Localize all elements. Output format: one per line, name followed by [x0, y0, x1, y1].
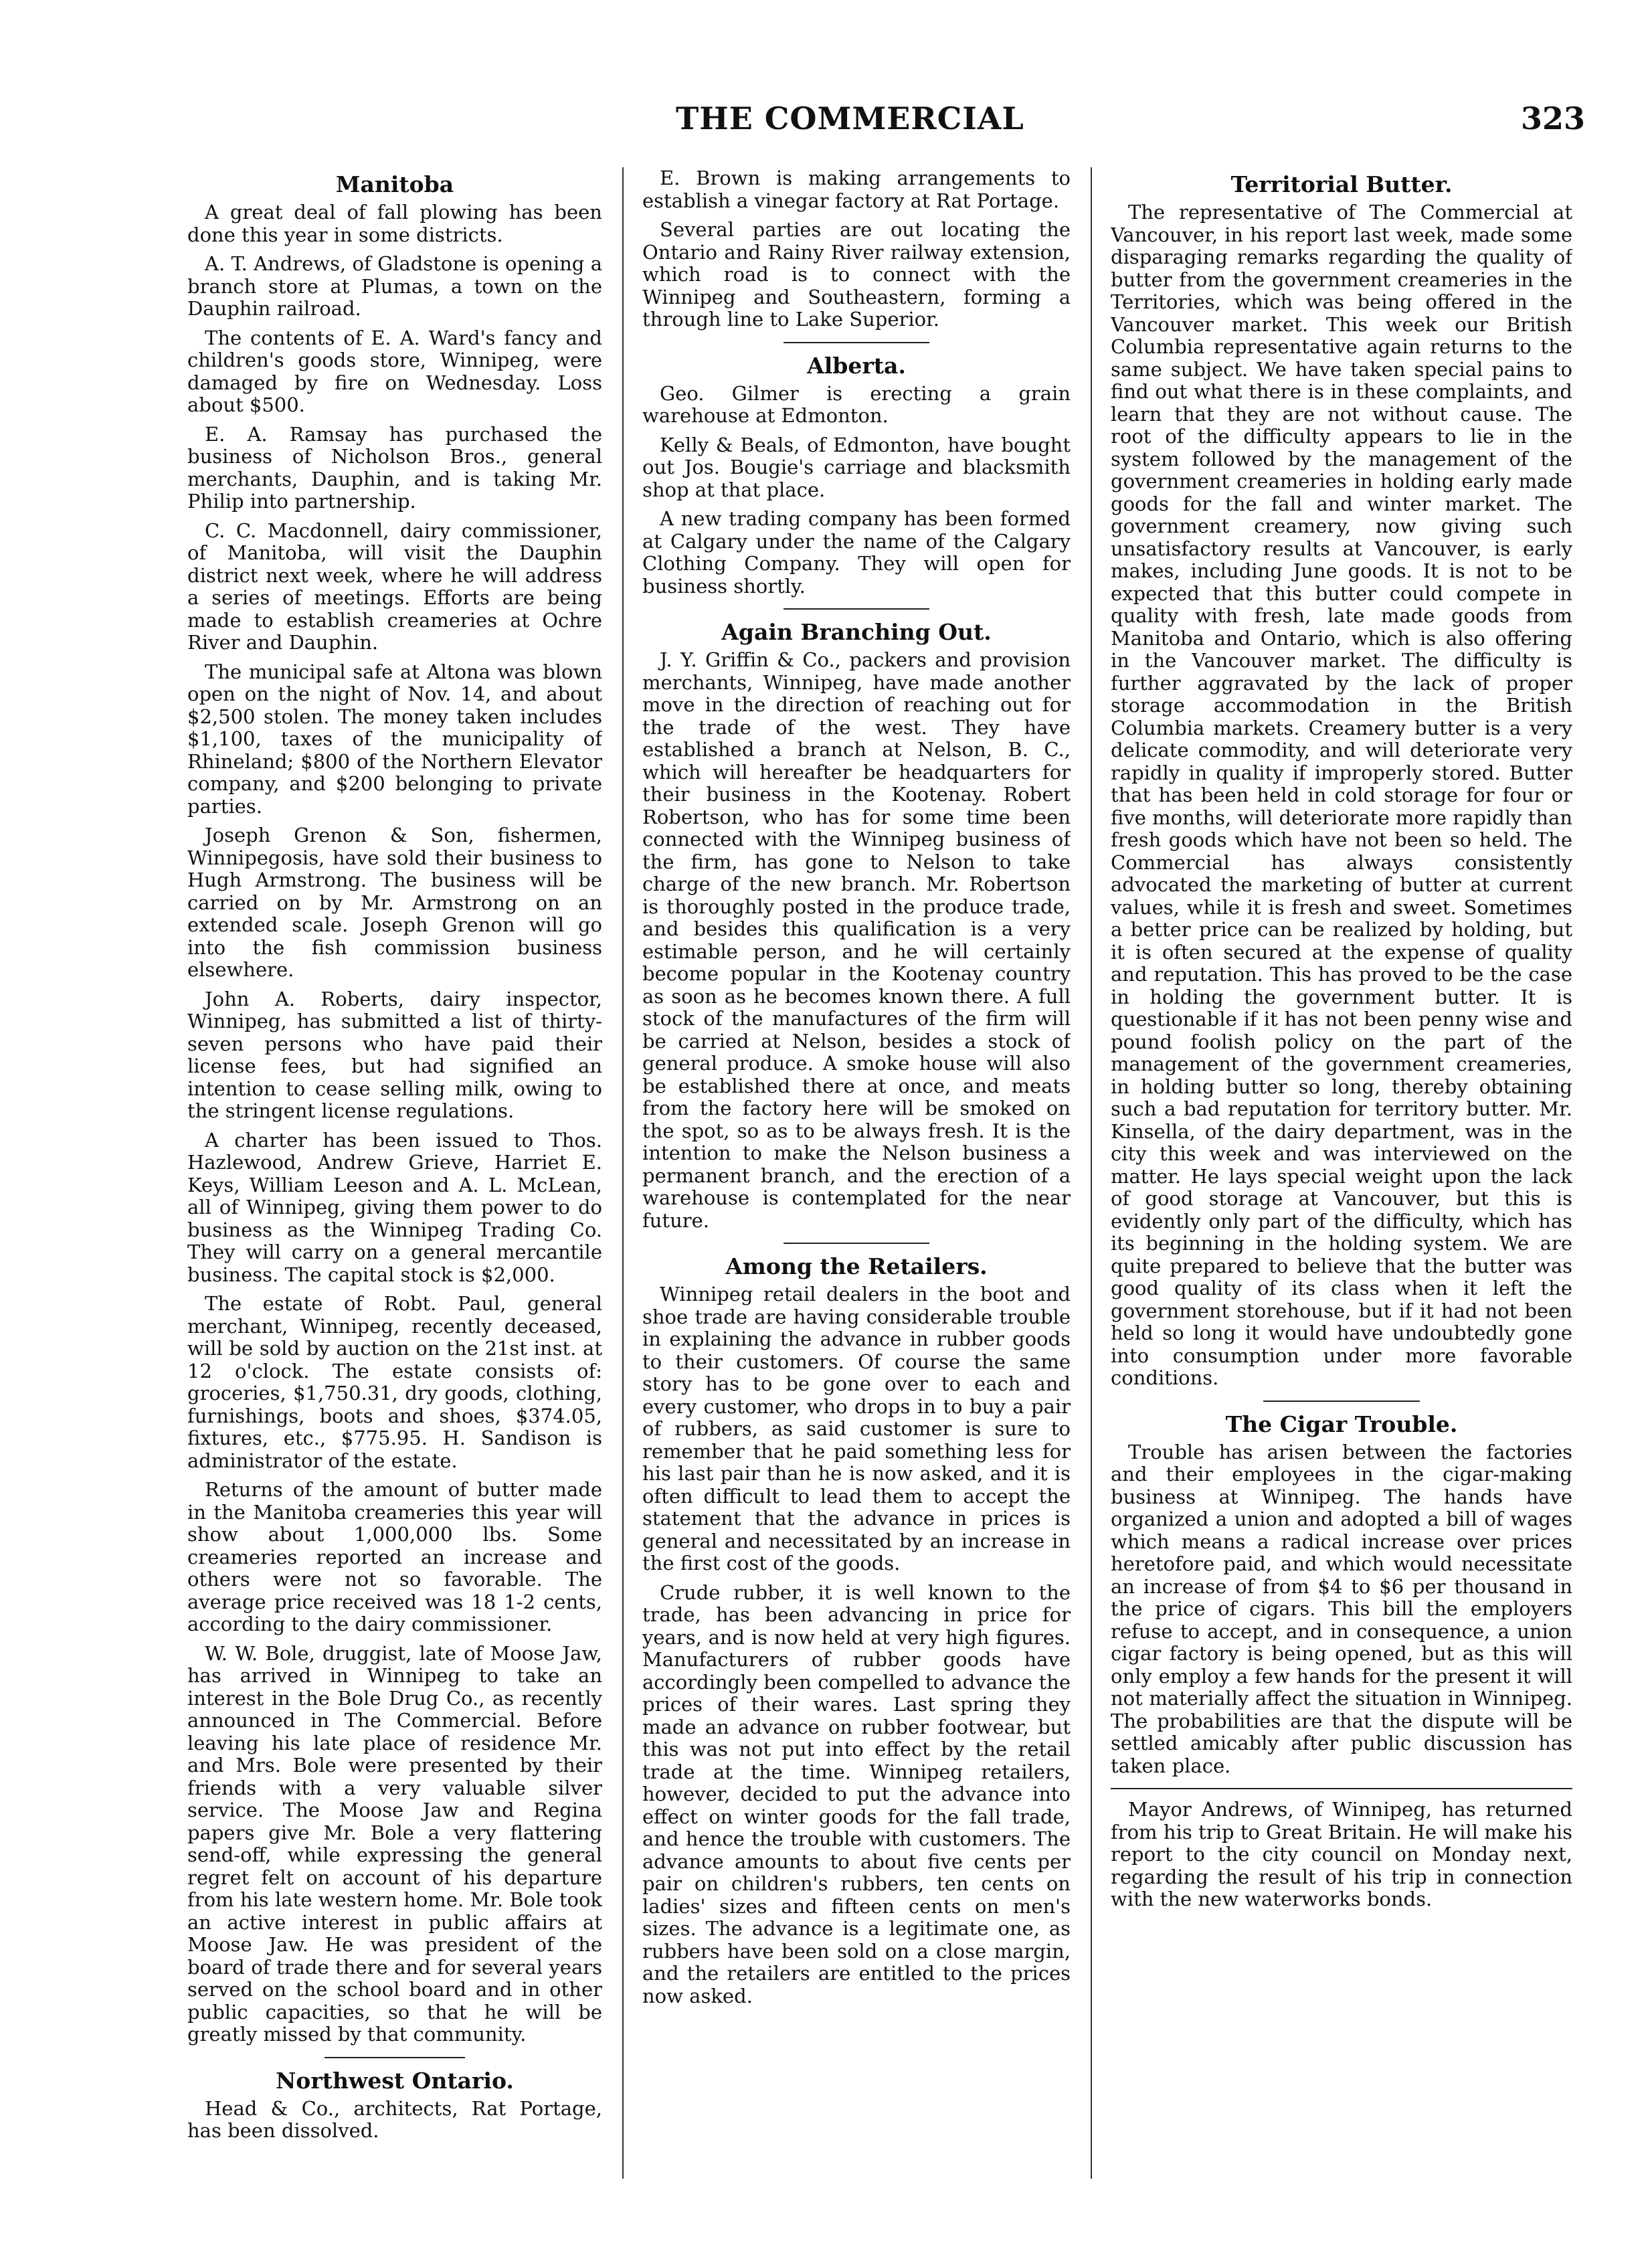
news-item: Geo. Gilmer is erecting a grain warehouse at Edmonton. [642, 381, 1071, 427]
news-item: E. A. Ramsay has purchased the business of Nicholson Bros., general merchants, Dauphin, and is taking Mr. Philip into partnership. [187, 422, 602, 513]
page-number: 323 [1520, 100, 1585, 137]
section-title-northwest-ontario: Northwest Ontario. [276, 2067, 514, 2094]
column-right [1111, 167, 1572, 2205]
news-item: C. C. Macdonnell, dairy commissioner, of Manitoba, will visit the Dauphin district next week, where he will address a series of meetings. Efforts are being made to establish creameries at Ochre River and Dauphin. [187, 519, 602, 654]
publication-title: THE COMMERCIAL [676, 100, 1024, 137]
column-divider [622, 167, 624, 2179]
news-item: John A. Roberts, dairy inspector, Winnipeg, has submitted a list of thirty-seven persons who have paid their license fees, but had signified an intention to cease selling milk, owing to the stringent license regulations. [187, 987, 602, 1122]
section-title-manitoba: Manitoba [335, 171, 454, 197]
section-rule [784, 342, 929, 343]
page-header [0, 100, 1652, 154]
news-item: The contents of E. A. Ward's fancy and children's goods store, Winnipeg, were damaged by fire on Wednesday. Loss about $500. [187, 326, 602, 416]
news-item: A great deal of fall plowing has been done this year in some districts. [187, 201, 602, 246]
news-item: Returns of the amount of butter made in the Manitoba creameries this year will show about 1,000,000 lbs. Some creameries reported an increase and others were not so favorable. The average price received was 18 1-2 cents, according to the dairy commissioner. [187, 1478, 602, 1635]
news-item: The estate of Robt. Paul, general merchant, Winnipeg, recently deceased, will be sold by auction on the 21st inst. at 12 o'clock. The estate consists of: groceries, $1,750.31, dry goods, clothing, furnishings, boots and shoes, $374.05, fixtures, etc., $775.95. H. Sandison is administrator of the estate. [187, 1292, 602, 1472]
news-item: Crude rubber, it is well known to the trade, has been advancing in price for years, and is now held at very high figures. Manufacturers of rubber goods have accordingly been compelled to advance the prices of their wares. Last spring they made an advance on rubber footwear, but this was not put into effect by the retail trade at the time. Winnipeg retailers, however, decided to put the advance into effect on winter goods for the fall trade, and hence the trouble with customers. The advance amounts to about five cents per pair on children's rubbers, ten cents on ladies' sizes and fifteen cents on men's sizes. The advance is a legitimate one, as rubbers have been sold on a close margin, and the retailers are entitled to the prices now asked. [642, 1580, 1071, 2007]
section-rule [784, 1243, 929, 1244]
column-middle [642, 167, 1071, 2205]
section-title-again-branching-out: Again Branching Out. [721, 619, 992, 645]
news-item: Trouble has arisen between the factories and their employees in the cigar-making business at Winnipeg. The hands have organized a union and adopted a bill of wages which means a radical increase over prices heretofore paid, and which would necessitate an increase of from $4 to $6 per thousand in the price of cigars. This bill the employers refuse to accept, and in consequence, a union cigar factory is being opened, but as this will only employ a few hands for the present it will not materially affect the situation in Winnipeg. The probabilities are that the dispute will be settled amicably after public discussion has taken place. [1111, 1440, 1572, 1777]
news-item: The representative of The Commercial at Vancouver, in his report last week, made some disparaging remarks regarding the quality of butter from the government creameries in the Territories, which was being offered in the Vancouver market. This week our British Columbia representative again returns to the same subject. We have taken special pains to find out what there is in these complaints, and learn that they are not without cause. The root of the difficulty appears to lie in the system followed by the management of the government creameries in holding early made goods for the fall and winter market. The government creamery, now giving such unsatisfactory results at Vancouver, is early makes, including June goods. It is not to be expected that this butter could compete in quality with fresh, late made goods from Manitoba and Ontario, which is also offering in the Vancouver market. The difficulty is further aggravated by the lack of proper storage accommodation in the British Columbia markets. Creamery butter is a very delicate commodity, and will deteriorate very rapidly in quality if improperly stored. Butter that has been held in cold storage for four or five months, will deteriorate more rapidly than fresh goods which have not been so held. The Commercial has always consistently advocated the marketing of butter at current values, while it is fresh and sweet. Sometimes a better price can be realized by holding, but it is often secured at the expense of quality and reputation. This has proved to be the case in holding the government butter. It is questionable if it has not been penny wise and pound foolish policy on the part of the management of the government creameries, in holding butter so long, thereby obtaining such a bad reputation for territory butter. Mr. Kinsella, of the dairy department, was in the city this week and was interviewed on the matter. He lays special weight upon the lack of good storage at Vancouver, but this is evidently only part of the difficulty, which has its beginning in the holding system. We are quite prepared to believe that the butter was good quality of its class when it left the government storehouse, but if it had not been held so long it would have undoubtedly gone into consumption under more favorable conditions. [1111, 201, 1572, 1389]
column-left [187, 167, 602, 2205]
news-item: Joseph Grenon & Son, fishermen, Winnipegosis, have sold their business to Hugh Armstrong. The business will be carried on by Mr. Armstrong on an extended scale. Joseph Grenon will go into the fish commission business elsewhere. [187, 824, 602, 981]
column-divider [1091, 167, 1092, 2179]
section-title-alberta: Alberta. [807, 352, 906, 379]
news-item: Several parties are out locating the Ontario and Rainy River railway extension, which road is to connect with the Winnipeg and Southeastern, forming a through line to Lake Superior. [642, 218, 1071, 331]
section-title-territorial-butter: Territorial Butter. [1230, 171, 1453, 197]
news-item: Head & Co., architects, Rat Portage, has been dissolved. [187, 2096, 602, 2142]
news-item: A. T. Andrews, of Gladstone is opening a branch store at Plumas, a town on the Dauphin railroad. [187, 252, 602, 320]
news-item: Mayor Andrews, of Winnipeg, has returned from his trip to Great Britain. He will make his report to the city council on Monday next, regarding the result of his trip in connection with the new waterworks bonds. [1111, 1798, 1572, 1910]
news-item: A new trading company has been formed at Calgary under the name of the Calgary Clothing Company. They will open for business shortly. [642, 507, 1071, 598]
news-item: Kelly & Beals, of Edmonton, have bought out Jos. Bougie's carriage and blacksmith shop at that place. [642, 433, 1071, 501]
section-title-the-cigar-trouble: The Cigar Trouble. [1225, 1411, 1458, 1437]
news-item: Winnipeg retail dealers in the boot and shoe trade are having considerable trouble in explaining the advance in rubber goods to their customers. Of course the same story has to be gone over to each and every customer, who drops in to buy a pair of rubbers, as said customer is sure to remember that he paid something less for his last pair than he is now asked, and it is often difficult to lead them to accept the statement that the advance in prices is general and necessitated by an increase in the first cost of the goods. [642, 1283, 1071, 1574]
news-item: W. W. Bole, druggist, late of Moose Jaw, has arrived in Winnipeg to take an interest in the Bole Drug Co., as recently announced in The Commercial. Before leaving his late place of residence Mr. and Mrs. Bole were presented by their friends with a very valuable silver service. The Moose Jaw and Regina papers give Mr. Bole a very flattering send-off, while expressing the general regret felt on account of his departure from his late western home. Mr. Bole took an active interest in public affairs at Moose Jaw. He was president of the board of trade there and for several years served on the school board and in other public capacities, so that he will be greatly missed by that community. [187, 1641, 602, 2046]
news-item: E. Brown is making arrangements to establish a vinegar factory at Rat Portage. [642, 167, 1071, 212]
news-item: J. Y. Griffin & Co., packers and provision merchants, Winnipeg, have made another move in the direction of reaching out for the trade of the west. They have established a branch at Nelson, B. C., which will hereafter be headquarters for their business in the Kootenay. Robert Robertson, who has for some time been connected with the Winnipeg business of the firm, has gone to Nelson to take charge of the new branch. Mr. Robertson is thoroughly posted in the produce trade, and besides this qualification is a very estimable person, and he will certainly become popular in the Kootenay country as soon as he becomes known there. A full stock of the manufactures of the firm will be carried at Nelson, besides a stock of general produce. A smoke house will also be established there at once, and meats from the factory here will be smoked on the spot, so as to be always fresh. It is the intention to make the Nelson business a permanent branch, and the erection of a warehouse is contemplated for the near future. [642, 648, 1071, 1232]
section-rule [325, 2057, 466, 2058]
section-title-among-the-retailers: Among the Retailers. [725, 1253, 988, 1279]
section-rule [1263, 1400, 1420, 1402]
news-item: A charter has been issued to Thos. Hazlewood, Andrew Grieve, Harriet E. Keys, William Leeson and A. L. McLean, all of Winnipeg, giving them power to do business as the Winnipeg Trading Co. They will carry on a general mercantile business. The capital stock is $2,000. [187, 1128, 602, 1286]
section-rule [1111, 1788, 1572, 1789]
section-rule [784, 608, 929, 610]
news-item: The municipal safe at Altona was blown open on the night of Nov. 14, and about $2,500 stolen. The money taken includes $1,100, taxes of the municipality of Rhineland; $800 of the Northern Elevator company, and $200 belonging to private parties. [187, 660, 602, 818]
